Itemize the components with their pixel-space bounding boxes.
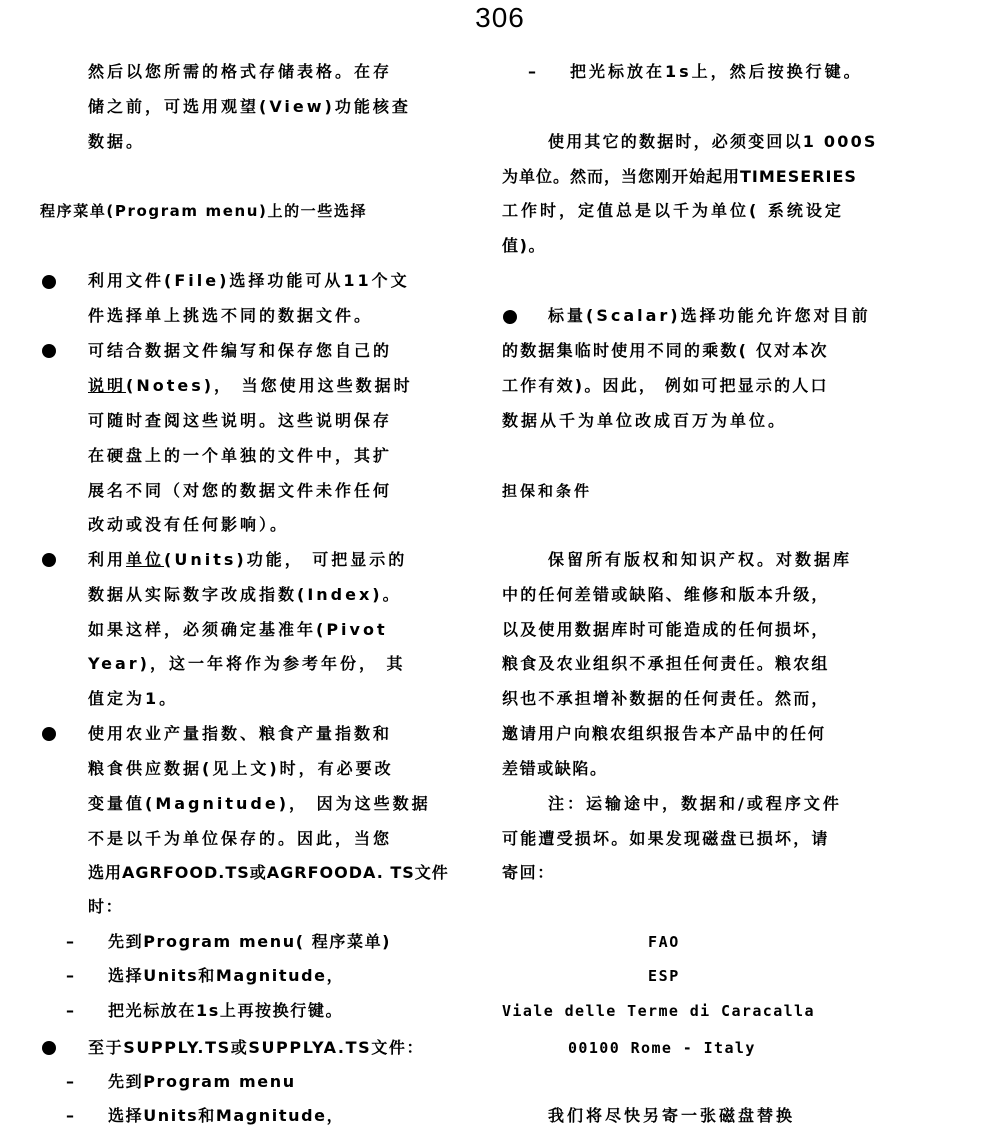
note-line: 可能遭受损坏。如果发现磁盘已损坏，请 [502,829,830,848]
dash-marker: – [66,966,74,985]
dash-marker: – [528,62,536,81]
dash-item: 选择Units和Magnitude， [108,966,345,985]
bullet-line: 展名不同（对您的数据文件未作任何 [88,481,393,500]
section-heading-warranty: 担保和条件 [502,482,593,500]
bullet-text: (Units)功能， 可把显示的 [164,550,408,569]
bullet-line: Year)，这一年将作为参考年份， 其 [88,654,406,673]
bullet-line: 选用AGRFOOD.TS或AGRFOODA. TS文件 [88,863,449,882]
paragraph-line: 差错或缺陷。 [502,759,608,778]
bullet-text: 利用 [88,550,127,569]
bullet-text: (Notes)， 当您使用这些数据时 [126,376,413,395]
bullet-line: 工作有效)。因此， 例如可把显示的人口 [502,376,829,395]
bullet-icon [42,727,56,741]
dash-item: 先到Program menu( 程序菜单) [108,932,392,951]
bullet-line [88,376,413,396]
bullet-line: 件选择单上挑选不同的数据文件。 [88,306,374,325]
bullet-line: 不是以千为单位保存的。因此，当您 [88,829,393,848]
bullet-icon [42,1041,56,1055]
units-term: 单位 [126,550,165,569]
dash-marker: – [66,1072,74,1091]
bullet-line: 利用文件(File)选择功能可从11个文 [88,271,410,290]
intro-line: 数据。 [88,132,146,151]
address-street: Viale delle Terme di Caracalla [502,1002,815,1020]
bullet-line [88,550,407,570]
dash-item: 把光标放在1s上再按换行键。 [108,1001,344,1020]
closing-line: 我们将尽快另寄一张磁盘替换 [548,1106,796,1125]
bullet-line: 变量值(Magnitude)， 因为这些数据 [88,794,431,813]
dash-item: 选择Units和Magnitude， [108,1106,345,1125]
paragraph-line: 织也不承担增补数据的任何责任。然而， [502,689,830,708]
paragraph-line: 保留所有版权和知识产权。对数据库 [548,550,853,569]
notes-term: 说明 [88,376,127,395]
bullet-line: 改动或没有任何影响）。 [88,515,290,534]
bullet-line: 可结合数据文件编写和保存您自己的 [88,341,393,360]
paragraph-line: 值)。 [502,236,547,255]
dash-marker: – [66,1001,74,1020]
paragraph-line: 为单位。然而，当您刚开始起用TIMESERIES [502,167,857,186]
address-org: FAO [648,933,680,951]
address-division: ESP [648,967,680,985]
bullet-line: 的数据集临时使用不同的乘数( 仅对本次 [502,341,829,360]
dash-item: 把光标放在1s上，然后按换行键。 [570,62,863,81]
paragraph-line: 以及使用数据库时可能造成的任何损坏， [502,620,830,639]
note-line: 注：运输途中，数据和/或程序文件 [548,794,842,813]
paragraph-line: 邀请用户向粮农组织报告本产品中的任何 [502,724,827,743]
bullet-line: 值定为1。 [88,689,179,708]
bullet-line: 可随时查阅这些说明。这些说明保存 [88,411,393,430]
dash-marker: – [66,1106,74,1125]
bullet-icon [42,344,56,358]
paragraph-line: 工作时，定值总是以千为单位( 系统设定 [502,201,844,220]
dash-marker: – [66,932,74,951]
paragraph-line: 使用其它的数据时，必须变回以1 000S [548,132,878,151]
paragraph-line: 中的任何差错或缺陷、维修和版本升级， [502,585,830,604]
bullet-line: 至于SUPPLY.TS或SUPPLYA.TS文件： [88,1038,425,1057]
section-heading-program-menu: 程序菜单(Program menu)上的一些选择 [40,202,368,220]
intro-line: 然后以您所需的格式存储表格。在存 [88,62,393,81]
bullet-line: 如果这样，必须确定基准年(Pivot [88,620,388,639]
bullet-icon [503,310,517,324]
bullet-icon [42,553,56,567]
bullet-line: 时： [88,897,124,916]
bullet-icon [42,275,56,289]
bullet-line: 在硬盘上的一个单独的文件中，其扩 [88,446,393,465]
bullet-line: 数据从千为单位改成百万为单位。 [502,411,788,430]
paragraph-line: 粮食及农业组织不承担任何责任。粮农组 [502,654,830,673]
address-city: 00100 Rome - Italy [568,1039,756,1057]
bullet-line: 粮食供应数据(见上文)时，有必要改 [88,759,394,778]
bullet-line: 使用农业产量指数、粮食产量指数和 [88,724,393,743]
bullet-line: 数据从实际数字改成指数(Index)。 [88,585,402,604]
dash-item: 先到Program menu [108,1072,296,1091]
intro-line: 储之前，可选用观望(View)功能核查 [88,97,411,116]
note-line: 寄回： [502,863,555,882]
bullet-line: 标量(Scalar)选择功能允许您对目前 [548,306,871,325]
page-number: 306 [475,2,525,33]
